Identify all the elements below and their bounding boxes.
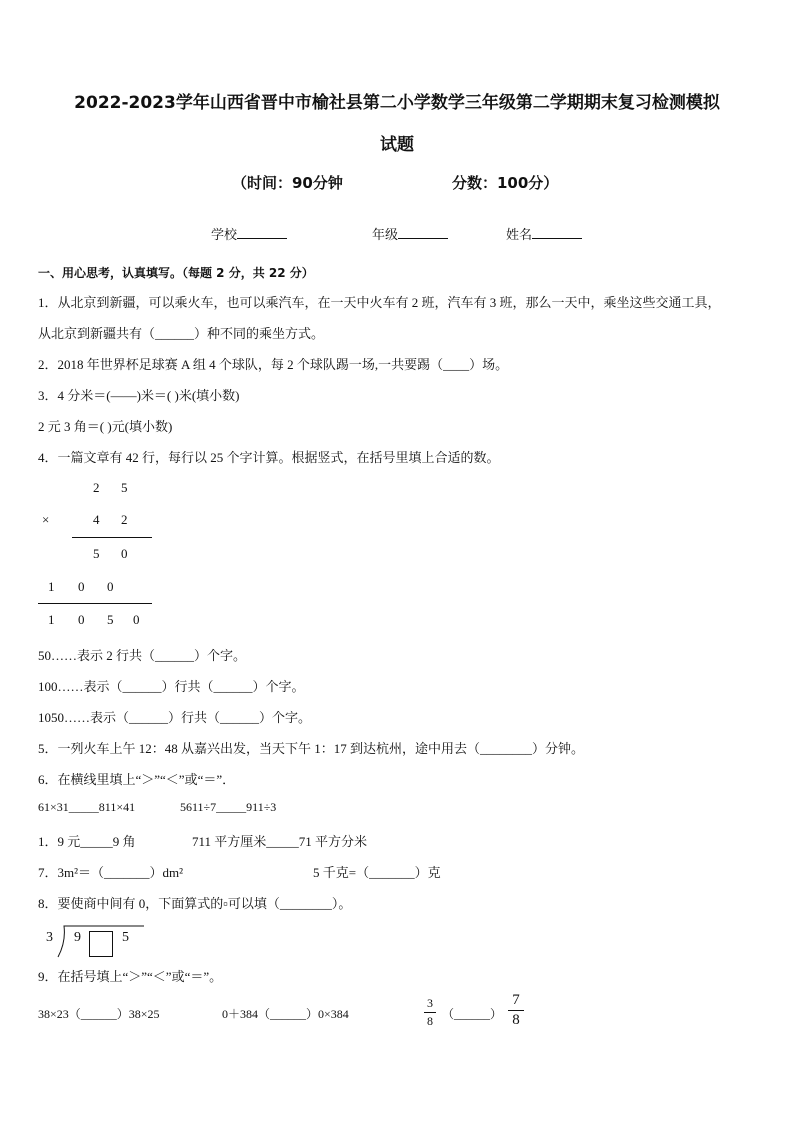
q9a: 38×23（______）38×25	[38, 1007, 160, 1021]
exam-score: 分数：100分）	[452, 174, 559, 192]
times-sign: ×	[42, 512, 50, 527]
q4a: 50……表示 2 行共（______）个字。	[38, 648, 247, 663]
calc-digit: 5	[121, 480, 128, 495]
calc-rule	[72, 537, 152, 538]
school-label: 学校	[211, 227, 238, 242]
exam-time: （时间：90分钟	[232, 174, 343, 192]
name-field[interactable]	[506, 224, 582, 243]
grade-field[interactable]	[372, 224, 448, 243]
blank-box[interactable]	[89, 931, 113, 957]
q3b: 2 元 3 角＝( )元(填小数)	[38, 419, 173, 434]
q6b: 5611÷7_____911÷3	[180, 800, 277, 814]
q5: 5．一列火车上午 12：48 从嘉兴出发，当天下午 1：17 到达杭州，途中用去（________）分钟。	[38, 741, 585, 756]
calc-digit: 1	[48, 612, 55, 627]
q2: 2．2018 年世界杯足球赛 A 组 4 个球队，每 2 个球队踢一场,一共要踢（____）场。	[38, 357, 509, 372]
school-field[interactable]	[211, 224, 287, 243]
q7b: 5 千克=（_______）克	[313, 865, 441, 880]
calc-rule	[38, 603, 152, 604]
q9b: 0＋384（______）0×384	[222, 1007, 349, 1021]
grade-label: 年级	[372, 227, 399, 242]
calc-digit: 0	[78, 579, 85, 594]
q3a: 3．4 分米＝(——)米＝( )米(填小数)	[38, 388, 240, 403]
calc-digit: 2	[121, 512, 128, 527]
calc-digit: 0	[121, 546, 128, 561]
name-label: 姓名	[506, 227, 533, 242]
q4: 4．一篇文章有 42 行，每行以 25 个字计算。根据竖式，在括号里填上合适的数。	[38, 450, 500, 465]
calc-digit: 2	[93, 480, 100, 495]
q4c: 1050……表示（______）行共（______）个字。	[38, 710, 312, 725]
title-line2: 试题	[380, 135, 414, 155]
calc-digit: 4	[93, 512, 100, 527]
q8: 8．要使商中间有 0，下面算式的▫可以填（________）。	[38, 896, 352, 911]
calc-digit: 0	[78, 612, 85, 627]
denominator: 8	[512, 1012, 520, 1028]
fraction-7-8	[508, 992, 524, 1029]
q9c-blank: （______）	[442, 1007, 503, 1021]
numerator: 3	[427, 996, 433, 1010]
fraction-3-8	[424, 996, 436, 1029]
q1-line1: 1．从北京到新疆，可以乘火车，也可以乘汽车，在一天中火车有 2 班，汽车有 3 班，那么一天中，乘坐这些交通工具，	[38, 295, 721, 310]
calc-digit: 0	[133, 612, 140, 627]
q1b-b: 711 平方厘米_____71 平方分米	[192, 834, 368, 849]
dividend-digit: 5	[122, 930, 129, 945]
calc-digit: 0	[107, 579, 114, 594]
q6: 6．在横线里填上“＞”“＜”或“＝”．	[38, 772, 236, 787]
q9: 9．在括号填上“＞”“＜”或“＝”。	[38, 969, 223, 984]
title-line1: 2022-2023学年山西省晋中市榆社县第二小学数学三年级第二学期期末复习检测模拟	[74, 93, 720, 113]
q4b: 100……表示（______）行共（______）个字。	[38, 679, 305, 694]
q1-line2: 从北京到新疆共有（______）种不同的乘坐方式。	[38, 326, 325, 341]
q1b-a: 1．9 元_____9 角	[38, 834, 136, 849]
calc-digit: 5	[107, 612, 114, 627]
calc-digit: 1	[48, 579, 55, 594]
dividend-digit: 9	[74, 930, 81, 945]
divisor: 3	[46, 930, 53, 945]
section-heading: 一、用心思考，认真填写。（每题 2 分，共 22 分）	[38, 266, 314, 280]
denominator: 8	[427, 1014, 433, 1028]
numerator: 7	[512, 992, 520, 1008]
calc-digit: 5	[93, 546, 100, 561]
q7a: 7．3m²＝（_______）dm²	[38, 865, 184, 880]
q6a: 61×31_____811×41	[38, 800, 136, 814]
